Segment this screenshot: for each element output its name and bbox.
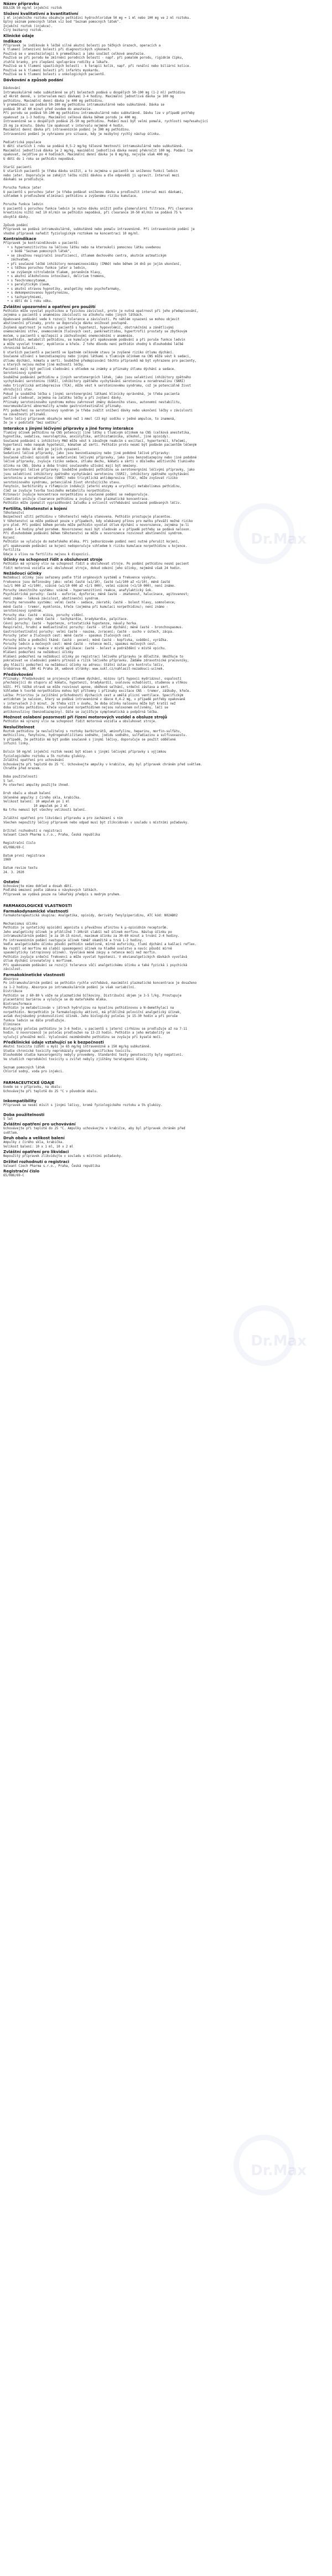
text-line: k tlumení intenzivní bolesti při diagnostických výkonech. <box>3 48 112 51</box>
text-line: Poruchy oka: časté - mióza, poruchy vidění. <box>3 613 85 617</box>
text-line: • s hypersenzitivitou na léčivou látku nebo na kteroukoli pomocnou látku uvedenou <box>3 246 161 249</box>
spc-document <box>0 0 332 1179</box>
text-line: 1969 <box>3 858 11 862</box>
section-heading: Indikace <box>3 39 22 44</box>
text-line: Srdeční poruchy: méně časté - tachykardie, bradykardie, palpitace. <box>3 618 128 621</box>
section-heading: Zvláštní opatření pro uchovávání <box>3 1122 76 1127</box>
text-line: Pethidin má výrazný vliv na schopnost řídit motorová vozidla a obsluhovat stroje. <box>3 720 157 723</box>
text-line: Tlumivý účinek pethidinu na CNS potencují jiné látky s tlumivým účinkem na CNS (celková anestetika, <box>3 431 191 435</box>
text-line: Při opakovaném podávání se rozvíjí tolerance vůči analgetickému účinku a také fyzická i psychická <box>3 963 188 967</box>
text-line: kreatininu nižší než 10 ml/min se pethidin nepodává, při clearance 10-50 ml/min se podává 75 % <box>3 211 181 215</box>
text-line: serotoninu a noradrenalinu (SNRI) nebo tricyklická antidepresiva (TCA), může zvyšovat riziko <box>3 477 178 480</box>
text-line: antidotem je naloxon, který se podává intravenózně v dávce 0,4-2 mg, v případě potřeby opakovaně <box>3 698 185 701</box>
text-line: placentární bariérou a vylučuje se do mateřského mléka. <box>3 998 108 1002</box>
text-line: Druh obalu a obsah balení <box>3 792 51 795</box>
text-line: 1 ml injekčního roztoku obsahuje pethidini hydrochloridum 50 mg = 1 ml nebo 100 mg ve 2 ml roztoku. <box>3 16 191 20</box>
text-line: • s feochromocytomem, <box>3 279 47 283</box>
text-line: Ve studiích reprodukční toxicity u zvířat nebyly zjištěny teratogenní účinky. <box>3 1057 149 1061</box>
text-line: Vedle analgetického účinku působí pethidin sedativně, mírně euforicky, tlumí dýchání a kašlací reflex. <box>3 943 197 946</box>
text-line: Při porodu se podává 50-100 mg pethidinu intramuskulárně nebo subkutánně. Dávku lze v případě potřeby <box>3 112 195 115</box>
blank-line <box>3 813 329 817</box>
text-line: vzhledem k prodloužené eliminaci pethidinu a zvýšenému riziku kumulace. <box>3 195 138 198</box>
text-line: účinku na CNS. Dávka a doba trvání současného užívání mají být omezeny. <box>3 464 138 468</box>
text-line: • se závažnou respirační insuficiencí, útlumem dechového centra, akutním astmatickým <box>3 254 167 258</box>
section-heading: Farmakokinetické vlastnosti <box>3 972 65 977</box>
text-line: Ritonavir zvyšuje koncentrace norpethidinu a současné podání se nedoporučuje. <box>3 493 149 497</box>
text-line: méně časté - tremor, myoklonie, křeče (zejména při kumulaci norpethidinu); není známo - <box>3 605 168 609</box>
text-line: Gastrointestinální poruchy: velmi časté - nauzea, zvracení; časté - sucho v ústech, zácpa. <box>3 630 174 634</box>
text-line: při opakovaném podávání se kojení nedoporučuje vzhledem k riziku kumulace norpethidinu u kojence. <box>3 544 188 548</box>
blank-line <box>3 161 329 166</box>
text-line: Poruchy jater a žlučových cest: méně časté - spasmus žlučových cest. <box>3 634 132 638</box>
section-heading: Zvláštní upozornění a opatření pro použití <box>3 304 96 309</box>
text-line: Pacienti mají být pečlivě sledováni s ohledem na známky a příznaky útlumu dýchání a sedace. <box>3 367 176 371</box>
section-heading: Doba použitelnosti <box>3 1112 45 1117</box>
text-line: Po intramuskulárním podání se pethidin rychle vstřebává, maximální plazmatické koncentrace je dosaženo <box>3 982 197 985</box>
text-line: Léčba: Prioritou je zajištění průchodnosti dýchacích cest a umělá plicní ventilace. Specifickým <box>3 693 184 697</box>
blank-line <box>3 1108 329 1112</box>
text-line: • u dětí do 1 roku věku. <box>3 300 53 303</box>
text-line: Poruchy imunitního systému: vzácně - hypersenzitivní reakce, anafylaktický šok. <box>3 588 153 592</box>
text-line: jsou selektivní inhibitory zpětného vychytávání serotoninu (SSRI), inhibitory zpětného vychytávání <box>3 472 189 476</box>
text-line: léčivé přípravky, zvyšuje riziko sedace, útlumu dechu, kómatu a smrti v důsledku aditivního tlumivého <box>3 460 195 463</box>
text-line: že je v podstatě "bez sodíku". <box>3 421 60 425</box>
text-line: Psychiatrické poruchy: časté - euforie, dysforie; méně časté - zmatenost, halucinace, agitovanost; <box>3 593 189 596</box>
text-line: Uchovávejte mimo dohled a dosah dětí. <box>3 884 74 888</box>
section-heading: FARMAKOLOGICKÉ VLASTNOSTI <box>3 903 72 908</box>
text-line: vhodné přípravek naředit fyziologickým roztokem na koncentraci 10 mg/ml. <box>3 232 140 236</box>
text-line: Intramuskulárně nebo subkutánně se při bolestech podává u dospělých 50-100 mg (1-2 ml) pethidinu <box>3 91 185 95</box>
text-line: Porucha funkce jater <box>3 186 42 190</box>
blank-line <box>3 838 329 842</box>
section-heading: Interakce s jinými léčivými přípravky a jiné formy interakce <box>3 426 134 431</box>
text-line: Fertilita <box>3 549 20 552</box>
text-line: onemocněními střev, onemocněním žlučových cest, pankreatitidou, hypertrofií prostaty se zbytkovým <box>3 330 188 333</box>
text-line: • s akutní otravou hypnotiky, analgetiky nebo psychofarmaky, <box>3 287 121 291</box>
text-line: Absorpce <box>3 977 19 981</box>
text-line: zejména u pacientů s anamnézou závislosti na alkoholu nebo jiných látkách. <box>3 314 144 317</box>
section-heading: Účinky na schopnost řídit a obsluhovat stroje <box>3 557 103 562</box>
text-line: 25 mg za minutu. Dávku lze opakovat v intervalu nejméně 4 hodin. <box>3 124 125 128</box>
text-line: Doba použitelnosti <box>3 775 38 779</box>
text-line: přecházející do stuporu až kómatu, hypotenzí, bradykardií, svalovou ochablostí, studenou a vlhkou <box>3 681 188 685</box>
watermark-logo: Dr.Max <box>251 1333 307 1349</box>
text-line: Dlouhodobé studie kancerogenity nebyly provedeny. Standardní testy genotoxicity byly negativní. <box>3 1054 184 1057</box>
text-line: Celkové poruchy a reakce v místě aplikace: časté - bolest a podráždění v místě vpichu. <box>3 646 167 650</box>
text-line: Souběžné podávání pethidinu a jiných serotonergních látek, jako jsou selektivní inhibitory zpětného <box>3 376 191 379</box>
text-line: Nežádoucí účinky jsou seřazeny podle tříd orgánových systémů a frekvence výskytu. <box>3 576 157 580</box>
text-line: Těhotenství <box>3 511 24 515</box>
section-heading: Složení kvalitativní a kvantitativní <box>3 11 79 16</box>
text-line: Biotransformace <box>3 1002 32 1006</box>
text-line: Pethidin je syntetický opioidní agonista s převážnou afinitou k μ-opioidním receptorům. <box>3 926 168 930</box>
blank-line <box>3 897 329 901</box>
text-line: podává 30 až 60 minut před úvodem do anestezie. <box>3 107 92 111</box>
text-line: hypnotika, sedativa, neuroleptika, anxiolytika, antihistaminika, alkohol, jiné opioidy). <box>3 435 170 439</box>
text-line: Podléhá omezení podle zákona o návykových látkách. <box>3 889 98 892</box>
blank-line <box>3 199 329 204</box>
text-line: Datum revize textu <box>3 867 38 870</box>
section-heading: Ostatní <box>3 879 19 884</box>
text-line: Nepoužitý přípravek zlikvidujte v souladu s místními požadavky. <box>3 1155 123 1158</box>
section-heading: Neslučitelnost <box>3 724 35 729</box>
text-line: Maximální denní dávka při intravenózním podání je 300 mg pethidinu. <box>3 128 131 132</box>
text-line: norpethidin. Norpethidin je farmakologicky aktivní, má přibližně poloviční analgetický účinek, <box>3 1010 181 1014</box>
text-line: Opakované podávání vede k rozvoji tolerance a závislosti. Po náhlém vysazení se mohou objevit <box>3 317 180 321</box>
text-line: Registrační číslo <box>3 842 36 845</box>
blank-line <box>3 850 329 854</box>
text-line: Po intravenózním podání nastupuje účinek téměř okamžitě a trvá 1-2 hodiny. <box>3 938 144 942</box>
text-line: Uchovávejte při teplotě do 25 °C. Ampulky uchovávejte v krabičce, aby byl přípravek chráněn před <box>3 1127 185 1130</box>
text-line: aby hlásili podezření na nežádoucí účinky na adresu: Státní ústav pro kontrolu léčiv, <box>3 663 165 667</box>
text-line: U pacientů s poruchou jater je třeba podávat sníženou dávku a prodloužit interval mezi dávkami, <box>3 190 184 194</box>
text-line: Přípravek je indikován k léčbě silné akutní bolesti po těžkých úrazech, operacích a <box>3 44 161 48</box>
text-line: Frekvence jsou definovány jako: velmi časté (≥1/10), časté (≥1/100 až <1/10), méně časté <box>3 580 170 584</box>
text-line: Při podezření na serotoninový syndrom je třeba zvážit snížení dávky nebo ukončení léčby v závislosti <box>3 409 193 413</box>
text-line: Pokud je souběžná léčba s jinými serotonergními látkami klinicky oprávněná, je třeba pacienta <box>3 392 180 396</box>
section-heading: Farmakodynamické vlastnosti <box>3 909 69 914</box>
text-line: Úplný seznam pomocných látek viz bod "Seznam pomocných látek". <box>3 20 121 24</box>
text-line: Současné podávání s inhibitory MAO může vést k závažným reakcím s excitací, hypertermií, křečemi, <box>3 439 188 443</box>
text-line: Roztok pethidinu je neslučitelný s roztoky barbiturátů, aminofylinu, heparinu, morfin-sulfátu, <box>3 729 181 733</box>
text-line: Uchovávejte při teplotě do 25 °C v původním obalu. <box>3 1089 98 1093</box>
text-line: Valeant Czech Pharma s.r.o., Praha, Česká republika <box>3 833 100 837</box>
text-line: Současné užívání s benzodiazepiny nebo jinými látkami s tlumivým účinkem na CNS může vést k sedaci, <box>3 355 191 358</box>
text-line: ztuhlé branky, pro zlepšení spolupráce rodičky a lékaře. <box>3 60 110 64</box>
text-line: (≥1/1 000 až <1/100), vzácné (≥1/10 000 až <1/1 000), velmi vzácné (<1/10 000), není známo. <box>3 585 176 588</box>
text-line: Údaje o vlivu na fertilitu nejsou k dispozici. <box>3 552 91 556</box>
text-line: Pethidin se vylučuje do mateřského mléka. Při jednorázovém podání není nutné přerušit kojení, <box>3 540 180 544</box>
text-line: opakovat za 1-3 hodiny. Maximální celková dávka během porodu je 400 mg. <box>3 116 138 119</box>
text-line: pokračovat ve sledování poměru přínosů a rizik léčivého přípravku. Žádáme zdravotnické pracovníky, <box>3 659 189 663</box>
text-line: Pethidin je metabolizován v játrech hydrolýzou na kyselinu pethidinovou a N-demethylací na <box>3 1007 174 1010</box>
blank-line <box>3 83 329 87</box>
blank-line <box>3 1075 329 1079</box>
text-line: Pethidin má výrazný vliv na schopnost řídit a obsluhovat stroje. Po podání pethidinu nesmí pacient <box>3 562 189 566</box>
text-line: útlumu dýchání, kómatu a smrti. Souběžné předepisování těchto přípravků má být vyhrazeno pro pacienty, <box>3 359 197 363</box>
text-line: Poruchy kůže a podkožní tkáně: časté - pocení; méně časté - kopřivka, svědění, vyrážka. <box>3 638 168 642</box>
text-line: vychytávání serotoninu (SSRI), inhibitory zpětného vychytávání serotoninu a noradrenalinu (SNRI) <box>3 380 185 383</box>
blank-line <box>3 771 329 776</box>
text-line: U dětí starších 1 roku se podává 0,5-2 mg/kg tělesné hmotnosti intramuskulárně nebo subkutánně. <box>3 145 184 148</box>
text-line: v bodě "Seznam pomocných látek", <box>3 250 72 253</box>
text-line: Studie chronické toxicity neprokázaly orgánově specifickou toxicitu. <box>3 1049 132 1053</box>
text-line: Přípravek se vydává pouze na lékařský předpis s modrým pruhem. <box>3 893 121 896</box>
text-line: V případě, že pethidin má být podán současně s jinými léčivy, doporučuje se použít oddělené <box>3 738 176 742</box>
text-line: V těhotenství se může podávat pouze v případech, kdy očekávaný přínos pro matku převáží možné riziko <box>3 519 193 523</box>
text-line: Velikost balení: 10 x 1 ml, 10 x 2 ml <box>3 1145 74 1149</box>
text-line: 5 let <box>3 1117 13 1121</box>
text-line: V premedikaci se podává 50-100 mg pethidinu intramuskulárně nebo subkutánně. Dávka se <box>3 103 165 107</box>
text-line: a může vyvolat tremor, myoklonie a křeče. Z toho důvodu není pethidin vhodný k dlouhodobé léčbě <box>3 342 184 346</box>
section-heading: Možnost oslabení pozornosti při řízení motorových vozidel a obsluze strojů <box>3 715 167 719</box>
text-line: Na rozdíl od morfinu má slabší spasmogenní účinek na hladké svalstvo a navíc působí mírně <box>3 947 172 951</box>
text-line: světlem. <box>3 1131 19 1135</box>
text-line: intramuskulárním podání je za 10-15 minut, maximum účinku za 30-60 minut a trvání 2-4 hodiny. <box>3 935 180 938</box>
text-line: • se zvýšeným nitrolebním tlakem, poraněním hlavy, <box>3 270 102 274</box>
text-line: Jeho analgetický účinek je přibližně 7-10krát slabší než účinek morfinu. Nástup účinku po <box>3 930 172 934</box>
section-heading: Zvláštní opatření pro likvidaci <box>3 1150 69 1154</box>
text-line: Respirační, hrudní a mediastinální poruchy: časté - útlum dýchání; méně časté - bronchospasmus. <box>3 626 184 629</box>
text-line: Porucha funkce ledvin <box>3 203 43 206</box>
text-line: Chlorid sodný, voda pro injekci. <box>3 1070 64 1073</box>
text-line: infuzní linky. <box>3 742 30 745</box>
text-line: u kterých nejsou možné jiné možnosti léčby. <box>3 363 85 367</box>
text-line: Pethidin se z 60-80 % váže na plazmatické bílkoviny. Distribuční objem je 3-5 l/kg. Prostupuje <box>3 994 181 998</box>
section-heading: Název přípravku <box>3 2 39 6</box>
text-line: útlum dýchání srovnatelný s morfinem. <box>3 960 74 963</box>
text-line: spasmolyticky (atropinový účinek). Vyvolává méně zácpy a retence moči než morfin. <box>3 951 157 955</box>
text-line: fyziologického roztoku a 5% roztoku glukózy. <box>3 754 87 758</box>
text-line: IMAO a po dobu 14 dnů po jejich vysazení. <box>3 447 81 451</box>
text-line: obvyklé dávky. <box>3 215 30 219</box>
watermark-shape <box>200 2129 317 2196</box>
blank-line <box>3 863 329 867</box>
section-heading: Předklinické údaje vztahující se k bezpečnosti <box>3 1040 104 1045</box>
text-line: močem, u pacientů s epilepsií a záchvatovými onemocněními v anamnéze. <box>3 334 134 338</box>
text-line: podán 1-4 hodiny před porodem. Novorozenec musí být sledován a v případě potřeby se podává naloxon. <box>3 528 191 531</box>
text-line: řídit motorová vozidla ani obsluhovat stroje, dokud odezní jeho účinky, nejméně však 24 hodin. <box>3 566 181 570</box>
text-line: Eliminace <box>3 1023 20 1026</box>
text-line: • s akutní alkoholovou intoxikací, delirium tremens, <box>3 275 106 278</box>
section-heading: Registrační číslo <box>3 1169 40 1174</box>
text-line: antikonvulzivy (benzodiazepiny). Dále se zajišťuje symptomatická a podpůrná léčba. <box>3 710 159 714</box>
text-line: Maximální jednotlivá dávka je 2 mg/kg, maximální jednotlivá dávka nesmí překročit 100 mg. Podání lze <box>3 149 193 153</box>
text-line: serotoninový syndrom. <box>3 609 43 613</box>
text-line: Pethidin může vyvolat psychickou a fyzickou závislost, proto je nutná opatrnost při jeho předepisování, <box>3 309 199 313</box>
text-line: • při současné léčbě inhibitory monoaminooxidázy (IMAO) nebo během 14 dnů po jejím ukončení, <box>3 262 181 266</box>
blank-line <box>3 182 329 187</box>
section-heading: Druh obalu a velikost balení <box>3 1136 65 1140</box>
text-line: až 4krát denně, s intervalem mezi dávkami 3-4 hodiny. Maximální jednotlivá dávka je 100 mg <box>3 95 174 98</box>
text-line: serotoninového syndromu, potenciálně život ohrožujícího stavu. <box>3 481 121 484</box>
text-line: Pethidin může zpomalit vyprazdňování žaludku a ovlivnit vstřebávání současně podávaných léčiv. <box>3 502 181 505</box>
text-line: Farmakoterapeutická skupina: Analgetika, opioidy, deriváty fenylpiperidinu, ATC kód: N02AB02 <box>3 914 178 917</box>
text-line: avšak dvojnásobný prokonvulzivní účinek. Jeho biologický poločas je 15-30 hodin a při poruše <box>3 1015 178 1018</box>
text-line: Vzhledem k tvorbě norpethidinu mohou být přítomny i příznaky excitace CNS - tremor, záškuby, křeče. <box>3 690 191 693</box>
text-line: methicilinu, fenytoinu, hydrogenuhličitanu sodného, jodidu sodného, sulfadiazinu a sulfisoxazolu. <box>3 734 188 737</box>
text-line: funkce ledvin se dále prodlužuje. <box>3 1019 66 1023</box>
text-line: U starších pacientů je třeba dávku snížit, a to zejména u pacientů se sníženou funkcí ledvin <box>3 170 178 173</box>
section-heading: Fertilita, těhotenství a kojení <box>3 506 68 511</box>
text-line: ohrožující stav. <box>3 388 34 392</box>
text-line: závislost. <box>3 968 23 971</box>
text-line: Intravenózní podání je vyhrazeno pro situace, kdy je nezbytný rychlý nástup účinku. <box>3 132 161 136</box>
section-heading: Držitel rozhodnutí o registraci <box>3 1159 70 1164</box>
watermark-shape <box>200 1300 317 1366</box>
text-line: Příznaky: Předávkování se projevuje útlumem dýchání, miózou (při hypoxii mydriázou), ospalostí <box>3 677 181 681</box>
section-heading: Kontraindikace <box>3 237 37 241</box>
text-line: Používá se k tlumení spastických bolestí - k terapii kolik, např. při renální nebo biliární kolice. <box>3 65 191 68</box>
text-line: • s dekompenzovanou hypotyreózou, <box>3 291 70 295</box>
text-line: Používá se v anesteziologii k premedikaci a jako součást celkové anestezie. <box>3 52 146 56</box>
text-line: pethidinu. Maximální denní dávka je 400 mg pethidinu. <box>3 99 104 103</box>
text-line: U starších pacientů a pacientů ve špatném celkovém stavu je zvýšené riziko útlumu dýchání. <box>3 351 174 354</box>
text-line: Zvláštní opatření pro likvidaci přípravku a pro zacházení s ním <box>3 817 123 820</box>
text-line: Držitel rozhodnutí o registraci <box>3 829 63 833</box>
text-line: Zvýšená opatrnost je nutná u pacientů s hypotenzí, hypovolémií, obstrukčními a zánětlivými <box>3 326 174 330</box>
text-line: Cimetidin snižuje clearance pethidinu a zvyšuje jeho plazmatické koncentrace. <box>3 497 149 501</box>
text-line: 5 let. <box>3 779 15 783</box>
section-heading: Dávkování a způsob podání <box>3 77 64 82</box>
text-line: nebo tricyklická antidepresiva (TCA), může vést k serotoninovému syndromu, což je potenciálně život <box>3 384 191 388</box>
text-line: Starší pacienti <box>3 165 32 169</box>
text-line: Ampulky z čirého skla, krabička. <box>3 1141 64 1144</box>
text-line: Všechen nepoužitý léčivý přípravek nebo odpad musí být zlikvidován v souladu s místními požadavky. <box>3 821 189 825</box>
text-line: 10 ampulek po 2 ml <box>3 804 68 808</box>
text-line: 65/086/69-C <box>3 846 24 849</box>
section-heading: Klinické údaje <box>3 33 34 38</box>
text-line: Skleněné ampulky z čirého skla, krabička. <box>3 796 81 800</box>
text-line: Přípravek je kontraindikován u pacientů: <box>3 242 79 245</box>
text-line: Používá se při porodu ke zmírnění porodních bolestí - např. při pomalém porodu, rigidním čípku, <box>3 56 184 60</box>
text-line: Šrobárova 48, 100 41 Praha 10, webové stránky: www.sukl.cz/nahlasit-nezadouci-ucinek. <box>3 668 165 671</box>
text-line: Cévní poruchy: časté - hypotenze, ortostatická hypotenze, návaly horka. <box>3 622 138 625</box>
text-line: pečlivě sledovat, zejména na začátku léčby a při zvýšení dávky. <box>3 397 123 400</box>
text-line: vylučují převážně močí. Vylučování nezměněného pethidinu se zvyšuje při kyselé moči. <box>3 1035 163 1039</box>
text-line: Dolsin 50 mg/ml injekční roztok nesmí být mísen s jinými léčivými přípravky s výjimkou <box>3 750 167 754</box>
text-line: za 1-2 hodiny. Absorpce po intramuskulárním podání je však variabilní. <box>3 985 136 989</box>
section-heading: Nežádoucí účinky <box>3 571 42 576</box>
text-line: Používá se k tlumení bolesti u onkologických pacientů. <box>3 73 106 76</box>
text-line: Distribuce <box>3 990 23 993</box>
text-line: Kojení <box>3 536 15 540</box>
blank-line <box>3 220 329 224</box>
section-heading: Předávkování <box>3 672 33 677</box>
text-line: na závažnosti příznaků. <box>3 413 47 416</box>
blank-line <box>3 918 329 922</box>
text-line: U pacientů s poruchou funkce ledvin je nutno dávku snížit podle glomerulární filtrace. Při clearance <box>3 207 193 211</box>
text-line: Pediatrická populace <box>3 140 42 144</box>
text-line: Poruchy ledvin a močových cest: méně časté - retence moči, spasmus močových cest. <box>3 643 157 646</box>
text-line: Přípravek se podává intramuskulárně, subkutánně nebo pomalu intravenózně. Při intravenózním podání je <box>3 228 195 231</box>
watermark-logo: Dr.Max <box>251 2162 307 2179</box>
text-line: Pethidin zvyšuje srdeční frekvenci a může vyvolat hypotenzi. V ekvianalgetických dávkách vyvolává <box>3 955 188 959</box>
text-line: 24. 3. 2020 <box>3 870 24 874</box>
text-line: nebo jater. Doporučuje se zahájit léčbu nižší dávkou a dle odpovědi ji upravit. Interval mezi <box>3 174 180 178</box>
text-line: Injekční roztok (injekce). <box>3 24 53 28</box>
text-line: Hlášení podezření na nežádoucí účinky po registraci léčivého přípravku je důležité. Umožňuje to <box>3 655 184 659</box>
text-line: • s těžkou poruchou funkce jater a ledvin, <box>3 267 87 270</box>
text-line: v intervalech 2-3 minut. Je třeba vzít v úvahu, že doba účinku naloxonu může být kratší než <box>3 702 176 706</box>
blank-line <box>3 825 329 830</box>
text-line: Sedativní léčivé přípravky, jako jsou benzodiazepiny nebo jiné podobné léčivé přípravky: <box>3 452 170 455</box>
blank-line <box>3 1094 329 1098</box>
text-line: hypertenzí nebo naopak hypotenzí, kómatem až smrti. Pethidin proto nesmí být podáván pacientům léčeným <box>3 444 197 447</box>
text-line: Tento léčivý přípravek obsahuje méně než 1 mmol (23 mg) sodíku v jedné ampulce, to znamená, <box>3 417 176 421</box>
watermark-logo: Dr.Max <box>251 531 307 547</box>
text-line: Norpethidin, metabolit pethidinu, se kumuluje při opakovaném podávání a při poruše funkce ledvin <box>3 338 185 342</box>
text-line: Používá se k tlumení bolesti při infarktu myokardu. <box>3 69 100 72</box>
text-line: 65/086/69-C <box>3 1174 24 1177</box>
text-line: abstinenční příznaky, proto se doporučuje dávku snižovat postupně. <box>3 322 128 325</box>
text-line: Velikost balení: 10 ampulek po 1 ml <box>3 800 70 804</box>
text-line: • s tachyarytmiemi, <box>3 295 43 299</box>
section-heading: Inkompatibility <box>3 1098 37 1103</box>
text-line: Seznam pomocných látek <box>3 1066 45 1070</box>
text-line: Serotoninový syndrom <box>3 372 42 375</box>
text-line: Při dlouhodobém podávání během těhotenství se může u novorozence rozvinout abstinenční syndrom. <box>3 532 184 535</box>
text-line: kůží. Při těžké otravě se může rozvinout apnoe, oběhové selhání, srdeční zástava a smrt. <box>3 685 170 689</box>
text-line: Zvláštní opatření pro uchovávání <box>3 759 64 762</box>
text-line: Datum první registrace <box>3 854 45 858</box>
text-line: záchvatem, <box>3 258 30 262</box>
text-line: DOLSIN 50 mg/ml injekční roztok <box>3 7 63 10</box>
text-line: Po otevření ampulky použijte ihned. <box>3 784 70 787</box>
blank-line <box>3 137 329 141</box>
text-line: Způsob podání <box>3 223 28 227</box>
blank-line <box>3 875 329 879</box>
text-line: Akutní toxicita (LD50) u myší je 65 mg/kg intravenózně a 150 mg/kg subkutánně. <box>3 1045 152 1049</box>
text-line: Dávkování <box>3 87 20 90</box>
text-line: Hlášení podezření na nežádoucí účinky <box>3 651 74 654</box>
text-line: čímž se zvyšuje tvorba toxického metabolitu norpethidinu. <box>3 489 112 493</box>
text-line: Současné užívání opioidů se sedativními léčivými přípravky, jako jsou benzodiazepiny nebo jiné podobné <box>3 456 197 460</box>
text-line: • s paralytickým ileem, <box>3 283 51 286</box>
blank-line <box>3 788 329 792</box>
text-line: Bezpečnost užití pethidinu v těhotenství nebyla stanovena. Pethidin prostupuje placentou. <box>3 515 172 519</box>
text-line: Valeant Czech Pharma s.r.o., Praha, Česká republika <box>3 1164 100 1168</box>
text-line: Fenytoin, barbituráty a rifampicin indukují jaterní enzymy a urychlují metabolismus pethidinu, <box>3 485 181 488</box>
text-line: Příznaky serotoninového syndromu mohou zahrnovat změny duševního stavu, autonomní nestabilitu, <box>3 400 181 404</box>
text-line: pro plod. Při podání během porodu může pethidin vyvolat útlum dýchání u novorozence, zejména je-li <box>3 524 189 527</box>
section-heading: FARMACEUTICKÉ ÚDAJE <box>3 1081 55 1085</box>
text-line: opakovat, nejdříve po 4 hodinách. Maximální denní dávka je 8 mg/kg, nejvýše však 400 mg. <box>3 153 170 157</box>
text-line: doba účinku pethidinu. Křeče vyvolané norpethidinem nejsou naloxonem ovlivněny, léčí se <box>3 706 168 710</box>
text-line: Mechanismus účinku <box>3 922 38 926</box>
text-line: chronické bolesti. <box>3 347 38 350</box>
text-line: Serotonergní léčivé přípravky: Souběžné podávání pethidinu se serotonergními léčivými přípravky, jako <box>3 468 195 472</box>
text-line: neuromuskulární abnormality a/nebo gastrointestinální příznaky. <box>3 405 123 408</box>
text-line: není známo - léková závislost, abstinenční syndrom. <box>3 597 100 601</box>
text-line: Na trhu nemusí být všechny velikosti balení. <box>3 809 87 812</box>
text-line: U dětí do 1 roku se pethidin nepodává. <box>3 157 76 161</box>
text-line: Uvede se v přípravku, na obalu: <box>3 1086 63 1089</box>
text-line: Chraňte před mrazem. <box>3 767 42 770</box>
blank-line <box>3 1062 329 1066</box>
text-line: Čirý bezbarvý roztok. <box>3 29 43 32</box>
blank-line <box>3 747 329 751</box>
text-line: dávkami se prodlužuje. <box>3 178 45 181</box>
text-line: hodin. U novorozenců je poločas prodloužen na 13-23 hodin. Pethidin a jeho metabolity se <box>3 1031 170 1035</box>
text-line: Biologický poločas pethidinu je 3-6 hodin, u pacientů s jaterní cirhózou se prodlužuje až na 7-11 <box>3 1027 188 1031</box>
text-line: Přípravek se nesmí mísit s jinými léčivy, kromě fyziologického roztoku a 5% glukózy. <box>3 1103 163 1107</box>
text-line: Uchovávejte při teplotě do 25 °C. Uchovávejte ampulky v krabičce, aby byl přípravek chráněn před světlem. <box>3 763 203 766</box>
text-line: Poruchy nervového systému: velmi časté - sedace, závratě; časté - bolest hlavy, somnolence; <box>3 601 176 604</box>
text-line: Intravenózně se u dospělých podává 25-50 mg pethidinu. Podání musí být velmi pomalé, rychlostí nepřesahující <box>3 120 208 123</box>
